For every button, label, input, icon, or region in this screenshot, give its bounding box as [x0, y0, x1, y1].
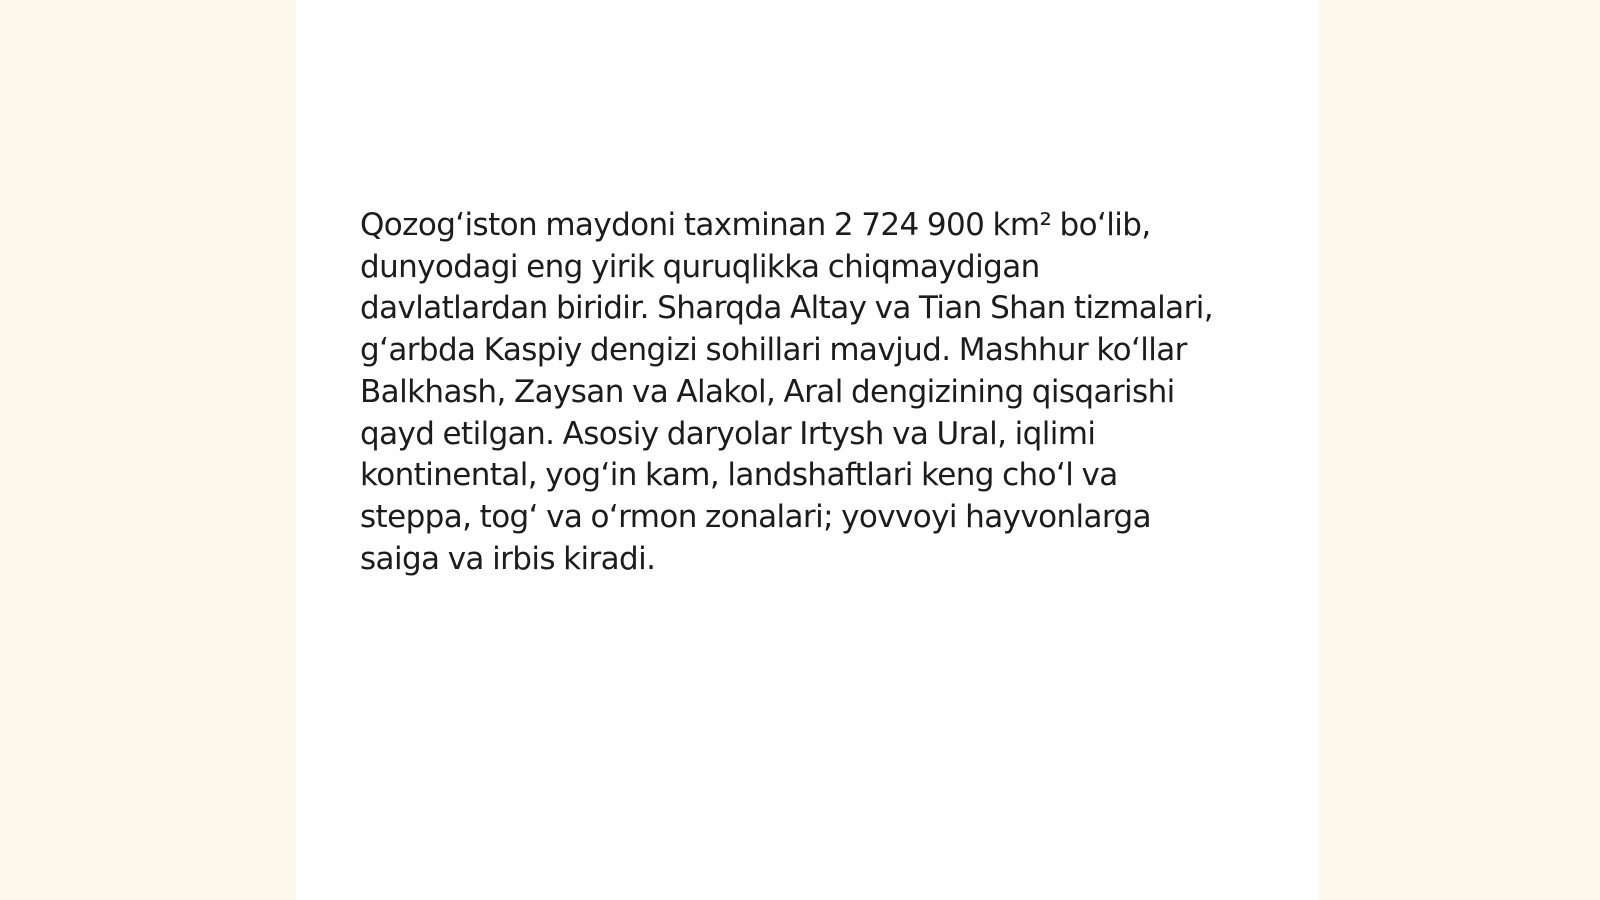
document-page [296, 0, 1318, 900]
body-paragraph: Qozog‘iston maydoni taxminan 2 724 900 km² bo‘lib, dunyodagi eng yirik quruqlikka chiqmaydigan davlatlardan biridir. Sharqda Altay va Tian Shan tizmalari, g‘arbda Kaspiy dengizi sohillari mavjud. Mashhur ko‘llar Balkhash, Zaysan va Alakol, Aral dengizining qisqarishi qayd etilgan. Asosiy daryolar Irtysh va Ural, iqlimi kontinental, yog‘in kam, landshaftlari keng cho‘l va steppa, tog‘ va o‘rmon zonalari; yovvoyi hayvonlarga saiga va irbis kiradi. [360, 207, 1213, 577]
